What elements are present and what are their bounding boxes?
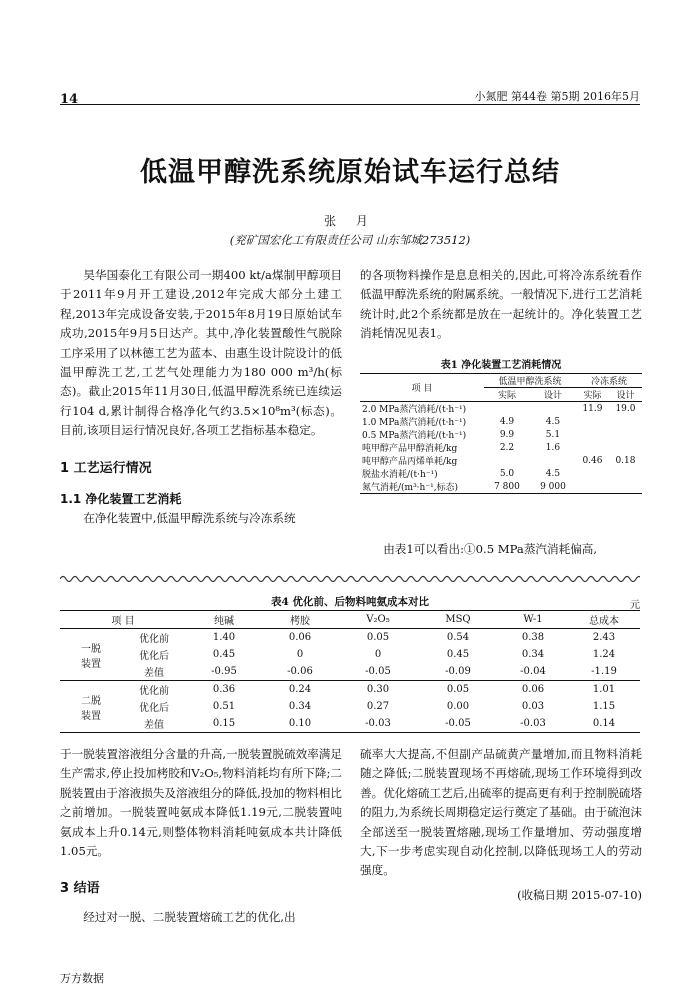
table4-cell: -0.06 xyxy=(287,666,313,677)
table4-header: W-1 xyxy=(523,614,543,625)
table4-cell: 0.30 xyxy=(366,684,390,695)
table4-header: 栲胶 xyxy=(290,616,310,627)
table1-cell xyxy=(609,415,642,428)
article-title: 低温甲醇洗系统原始试车运行总结 xyxy=(140,157,560,188)
table4-row-label: 优化前 xyxy=(139,686,169,697)
table4-cell: -0.05 xyxy=(445,718,471,729)
table4-cell: 0.14 xyxy=(592,718,616,729)
table4-row-label: 优化前 xyxy=(139,634,169,645)
table4-group-name: 二脱 xyxy=(81,695,101,707)
header-rule xyxy=(60,104,640,105)
table4-group-name: 装置 xyxy=(81,658,101,670)
table1-row-label: 氮气消耗/(m³·h⁻¹,标态) xyxy=(362,483,459,493)
table1-row xyxy=(360,454,642,467)
table1-cell: 4.5 xyxy=(545,416,561,427)
table4-row-label: 差值 xyxy=(144,720,164,731)
table1-subheader: 实际 xyxy=(497,391,516,401)
conclusion-paragraph: 经过对一脱、二脱装置熔硫工艺的优化,出 xyxy=(83,910,296,925)
table1-row-label: 吨甲醇产品丙烯单耗/kg xyxy=(362,457,458,467)
bottom-right-paragraph: 硫率大大提高,不但副产品硫黄产量增加,而且物料消耗随之降低;二脱装置现场不再熔硫,现场工作环境得到改善。优化熔硫工艺后,出硫率的提高更有利于控制脱硫塔的阻力,为系统长周期稳定运行奠定了基础。由于硫泡沫全部送至一脱装置熔融,现场工作量增加、劳动强度增大,下一步考虑实现自动化控制,以降低现场工人的劳动强度。 xyxy=(360,747,642,878)
table4-cell: 0.06 xyxy=(288,632,312,643)
table1-cell xyxy=(530,454,576,467)
table4-cell: 0.03 xyxy=(521,701,545,712)
table4-row xyxy=(60,681,640,699)
right-paragraph-1: 的各项物料操作是息息相关的,因此,可将冷冻系统看作低温甲醇洗系统的附属系统。一般情况下,进行工艺消耗统计时,此2个系统都是放在一起统计的。净化装置工艺消耗情况见表1。 xyxy=(360,268,642,341)
table1-cell: 9 000 xyxy=(540,481,566,492)
intro-paragraph: 昊华国泰化工有限公司一期400 kt/a煤制甲醇项目于2011年9月开工建设,2012年完成大部分土建工程,2013年完成设备安装,于2015年8月19日原始试车成功,2015年9月5日达产。其中,净化装置酸性气脱除工序采用了以林德工艺为蓝本、由惠生设计院设计的低温甲醇洗工艺,工艺气处理能力为180 000 m³/h(标态)。截止2015年11月30日,低温甲醇洗系统已连续运行104 d,累计制得合格净化气约3.5×10⁸m³(标态)。目前,该项目运行情况良好,各项工艺指标基本稳定。 xyxy=(60,268,342,438)
table4-cell: 0.54 xyxy=(446,632,470,643)
table4-row xyxy=(60,646,640,663)
table1-cell: 4.5 xyxy=(545,468,561,479)
table4-row xyxy=(60,698,640,715)
table1-cell xyxy=(530,402,576,416)
table4-cell: 0.05 xyxy=(446,684,470,695)
right-column-lower xyxy=(360,745,642,903)
table1-cell: 0.18 xyxy=(615,455,636,466)
table4-cell: 0.00 xyxy=(446,701,470,712)
table4-cell: -0.03 xyxy=(365,718,391,729)
table4-cell: 1.15 xyxy=(592,701,616,712)
section-heading-1: 1 工艺运行情况 xyxy=(60,460,152,476)
table4-row-label: 优化后 xyxy=(139,651,169,662)
table4-caption: 表4 优化前、后物料吨氨成本对比 xyxy=(271,596,429,608)
table4-cell: 0.34 xyxy=(521,649,545,660)
author: 张 月 xyxy=(324,214,376,228)
bottom-left-paragraph: 于一脱装置溶液组分含量的升高,一脱装置脱硫效率满足生产需求,停止投加栲胶和V₂O₅,物料消耗均有所下降;二脱装置由于溶液损失及溶液组分的降低,投加的物料相比之前增加。一脱装置吨氨成本降低1.19元,二脱装置吨氨成本上升0.14元,则整体物料消耗吨氨成本共计降低1.05元。 xyxy=(60,747,342,859)
table4-cell: -1.19 xyxy=(591,666,617,677)
table1-row xyxy=(360,441,642,454)
table1-row xyxy=(360,402,642,416)
table1-cell xyxy=(576,415,609,428)
table4-row-label: 差值 xyxy=(144,668,164,679)
table4-group-label xyxy=(60,681,122,733)
table4-group-name: 一脱 xyxy=(81,643,101,655)
table1-cell xyxy=(576,428,609,441)
table1-group-refrigeration: 冷冻系统 xyxy=(576,374,642,388)
table1-cell xyxy=(609,441,642,454)
table4-row xyxy=(60,629,640,647)
table4-cell: 1.40 xyxy=(212,632,236,643)
affiliation: (兖矿国宏化工有限责任公司 山东邹城273512) xyxy=(229,233,471,247)
table1-subheader: 设计 xyxy=(543,391,562,401)
table1-cell: 7 800 xyxy=(494,481,520,492)
table4-cell: 0.06 xyxy=(521,684,545,695)
paragraph-1-1: 在净化装置中,低温甲醇洗系统与冷冻系统 xyxy=(83,510,296,525)
article-separator xyxy=(60,574,640,584)
table1-cell: 5.1 xyxy=(545,429,561,440)
page-number: 14 xyxy=(60,92,79,107)
table4-cell: -0.05 xyxy=(365,666,391,677)
table4-group-label xyxy=(60,629,122,681)
table4-cell: 0.36 xyxy=(212,684,236,695)
table4 xyxy=(60,610,640,733)
table4-row xyxy=(60,715,640,733)
left-column-lower xyxy=(60,745,342,928)
table1-caption: 表1 净化装置工艺消耗情况 xyxy=(440,360,562,371)
table4-cell: 1.01 xyxy=(592,684,616,695)
table1-cell: 4.9 xyxy=(499,416,515,427)
table1-cell: 5.0 xyxy=(499,468,515,479)
table4-group-name: 装置 xyxy=(81,710,101,722)
table4-cell: 0.24 xyxy=(288,684,312,695)
table1-row xyxy=(360,467,642,480)
subsection-heading-1-1: 1.1 净化装置工艺消耗 xyxy=(60,491,182,506)
table1-row-label: 2.0 MPa蒸汽消耗/(t·h⁻¹) xyxy=(362,405,467,415)
table1-subheader: 设计 xyxy=(616,391,635,401)
section-heading-3: 3 结语 xyxy=(60,881,100,897)
table4-cell: 2.43 xyxy=(592,632,616,643)
table4-cell: 0.15 xyxy=(212,718,236,729)
table4-row xyxy=(60,663,640,681)
table4-cell: -0.03 xyxy=(520,718,546,729)
table4-header: 总成本 xyxy=(589,616,619,627)
table4-cell: 0.45 xyxy=(212,649,236,660)
table4-cell: 0.51 xyxy=(212,701,236,712)
table1-cell: 9.9 xyxy=(499,429,515,440)
table4-header: V₂O₅ xyxy=(366,614,390,625)
table1-row xyxy=(360,428,642,441)
table1-cell xyxy=(609,428,642,441)
table4-header: 纯碱 xyxy=(214,616,234,627)
table1-row-label: 1.0 MPa蒸汽消耗/(t·h⁻¹) xyxy=(362,418,467,428)
table4-cell: 0.38 xyxy=(521,632,545,643)
table4-cell: 1.24 xyxy=(592,649,616,660)
table4-cell: 0.27 xyxy=(366,701,390,712)
table1-cell xyxy=(576,480,609,494)
table1-row-label: 脱盐水消耗/(t·h⁻¹) xyxy=(362,470,438,480)
table4-header: 项 目 xyxy=(111,616,135,627)
journal-info: 小氮肥 第44卷 第5期 2016年5月 xyxy=(474,90,640,103)
table4-cell: -0.09 xyxy=(445,666,471,677)
table1-cell: 19.0 xyxy=(615,403,636,414)
table4-header: MSQ xyxy=(445,614,471,625)
table4-cell: -0.95 xyxy=(211,666,237,677)
table4-cell: 0 xyxy=(374,649,382,660)
table1-row-label: 0.5 MPa蒸汽消耗/(t·h⁻¹) xyxy=(362,431,467,441)
table1-row xyxy=(360,480,642,494)
table4-cell: 0.05 xyxy=(366,632,390,643)
table4-cell: 0.34 xyxy=(288,701,312,712)
right-column-upper xyxy=(360,266,642,344)
table1-cell xyxy=(484,454,530,467)
left-column-upper xyxy=(60,266,342,528)
table1-cell xyxy=(576,467,609,480)
right-paragraph-2: 由表1可以看出:①0.5 MPa蒸汽消耗偏高, xyxy=(383,542,598,556)
table1-cell xyxy=(576,441,609,454)
table1-cell xyxy=(609,480,642,494)
table4-cell: -0.04 xyxy=(520,666,546,677)
table4-cell: 0 xyxy=(296,649,304,660)
table4-cell: 0.10 xyxy=(288,718,312,729)
received-date: (收稿日期 2015-07-10) xyxy=(517,887,642,902)
right-column-continuation xyxy=(360,540,642,559)
table4-cell: 0.45 xyxy=(446,649,470,660)
table1-subheader: 实际 xyxy=(583,391,602,401)
table4-unit: 元 xyxy=(630,600,640,611)
table1-cell: 0.46 xyxy=(582,455,603,466)
table1 xyxy=(360,373,642,494)
table4-row-label: 优化后 xyxy=(139,703,169,714)
table1-cell xyxy=(484,402,530,416)
footer-watermark: 万方数据 xyxy=(60,972,104,985)
table1-cell: 11.9 xyxy=(582,403,603,414)
table1-group-methanol: 低温甲醇洗系统 xyxy=(484,374,576,388)
table1-row-label: 吨甲醇产品甲醇消耗/kg xyxy=(362,444,458,454)
table1-row xyxy=(360,415,642,428)
table1-item-header: 项 目 xyxy=(411,384,433,394)
table1-cell xyxy=(609,467,642,480)
table1-cell: 2.2 xyxy=(499,442,515,453)
table1-cell: 1.6 xyxy=(545,442,561,453)
